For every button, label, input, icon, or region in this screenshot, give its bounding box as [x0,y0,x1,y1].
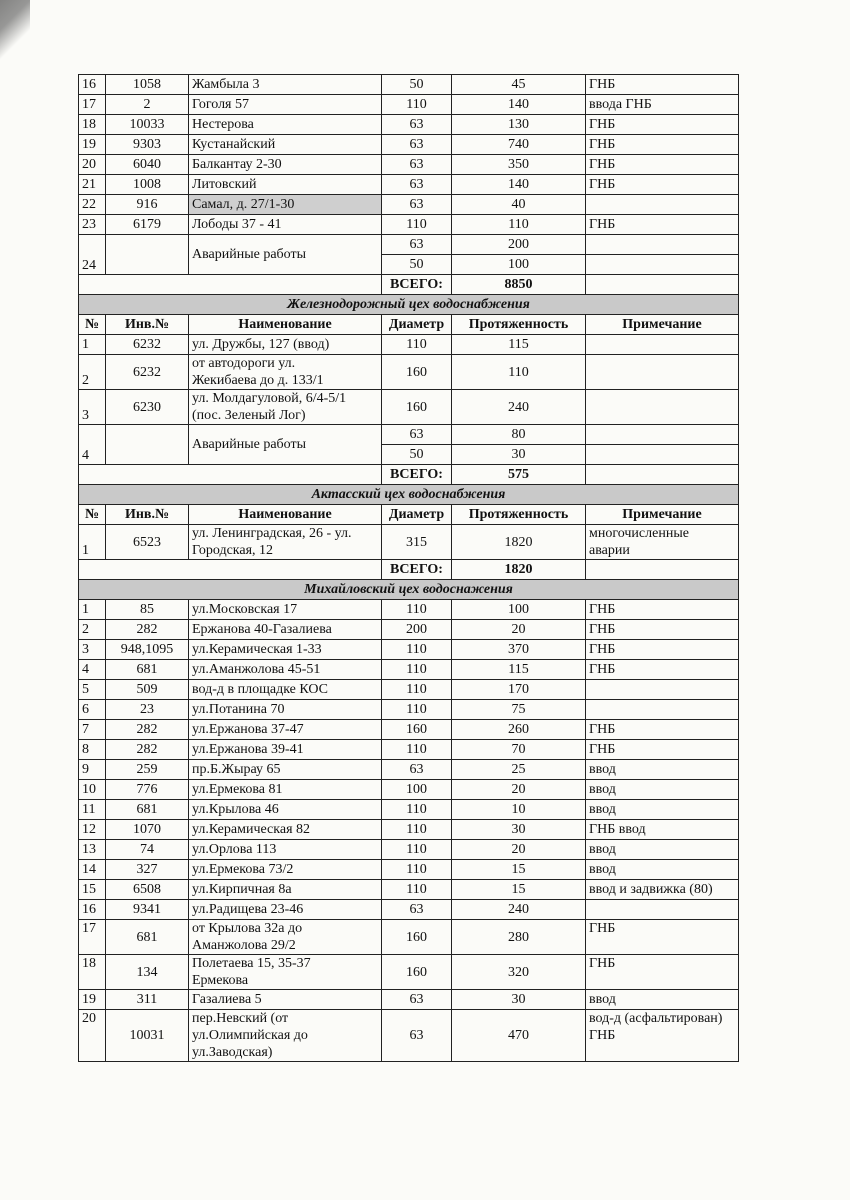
section-title-row [79,295,739,315]
row-number: 9 [79,760,106,780]
row-number: 2 [79,355,106,390]
scan-corner-shadow [0,0,30,70]
length: 75 [452,700,586,720]
table-row [79,720,739,740]
column-header-num: № [79,505,106,525]
table-row [79,75,739,95]
section-title: Актасский цех водоснабжения [79,485,739,505]
pipe-name: ул.Радищева 23-46 [189,900,382,920]
column-header-name: Наименование [189,315,382,335]
table-row [79,175,739,195]
length: 200 [452,235,586,255]
diameter: 110 [382,95,452,115]
note [586,355,739,390]
pipe-name: ул.Керамическая 1-33 [189,640,382,660]
total-note [586,275,739,295]
length: 130 [452,115,586,135]
note [586,525,739,560]
table-row [79,390,739,425]
inventory-number: 74 [106,840,189,860]
pipe-name: пр.Б.Жырау 65 [189,760,382,780]
note: ГНБ [586,75,739,95]
pipe-name: Лободы 37 - 41 [189,215,382,235]
length: 30 [452,445,586,465]
note: ГНБ [586,135,739,155]
diameter: 63 [382,195,452,215]
pipe-name [189,920,382,955]
length: 110 [452,355,586,390]
inventory-number: 9303 [106,135,189,155]
table-row [79,640,739,660]
inventory-number: 282 [106,620,189,640]
pipe-name: Жамбыла 3 [189,75,382,95]
diameter: 63 [382,115,452,135]
length: 115 [452,335,586,355]
pipe-name: Литовский [189,175,382,195]
table-row [79,760,739,780]
length: 10 [452,800,586,820]
length: 40 [452,195,586,215]
inventory-number: 681 [106,920,189,955]
length: 15 [452,860,586,880]
inventory-number: 6232 [106,335,189,355]
column-header-inv: Инв.№ [106,505,189,525]
inventory-number: 1008 [106,175,189,195]
diameter: 50 [382,445,452,465]
note: ГНБ [586,720,739,740]
inventory-number: 948,1095 [106,640,189,660]
diameter: 160 [382,955,452,990]
pipe-name: ул.Ермекова 73/2 [189,860,382,880]
length: 280 [452,920,586,955]
length: 740 [452,135,586,155]
pipe-name [189,355,382,390]
note: ввод и задвижка (80) [586,880,739,900]
note [586,335,739,355]
section-title: Железнодорожный цех водоснабжения [79,295,739,315]
cell-line: многочисленные [589,526,689,541]
table-row [79,115,739,135]
note: ГНБ [586,640,739,660]
cell-line: (пос. Зеленый Лог) [192,408,306,423]
table-row [79,215,739,235]
length: 20 [452,620,586,640]
diameter: 160 [382,355,452,390]
pipe-name: ул.Керамическая 82 [189,820,382,840]
diameter: 63 [382,235,452,255]
table-row [79,800,739,820]
column-header-diam: Диаметр [382,505,452,525]
table-row [79,95,739,115]
note [586,680,739,700]
inventory-number: 10033 [106,115,189,135]
table-row [79,740,739,760]
pipeline-table [78,74,739,1062]
length: 20 [452,840,586,860]
total-row [79,275,739,295]
cell-line: от автодороги ул. [192,356,296,371]
length: 350 [452,155,586,175]
inventory-number: 6040 [106,155,189,175]
cell-line: ул.Олимпийская до [192,1028,308,1043]
inventory-number: 6508 [106,880,189,900]
note [586,700,739,720]
length: 260 [452,720,586,740]
row-number: 12 [79,820,106,840]
row-number: 1 [79,335,106,355]
pipe-name: Газалиева 5 [189,990,382,1010]
row-number: 6 [79,700,106,720]
row-number: 16 [79,900,106,920]
note: ГНБ [586,955,739,990]
pipe-name: Балкантау 2-30 [189,155,382,175]
column-header-len: Протяженность [452,315,586,335]
cell-line: от Крылова 32а до [192,921,303,936]
pipe-name: ул.Крылова 46 [189,800,382,820]
diameter: 63 [382,425,452,445]
section-title: Михайловский цех водоснажения [79,580,739,600]
diameter: 110 [382,740,452,760]
total-value: 575 [452,465,586,485]
row-number: 24 [79,235,106,275]
length: 70 [452,740,586,760]
note: ГНБ [586,215,739,235]
cell-line: Аманжолова 29/2 [192,938,296,953]
diameter: 110 [382,800,452,820]
inventory-number: 6230 [106,390,189,425]
pipe-name: ул.Ермекова 81 [189,780,382,800]
table-row [79,680,739,700]
table-row [79,600,739,620]
diameter: 160 [382,720,452,740]
length: 115 [452,660,586,680]
inventory-number: 681 [106,660,189,680]
column-header-note: Примечание [586,315,739,335]
row-number: 11 [79,800,106,820]
total-value: 1820 [452,560,586,580]
table-row [79,155,739,175]
cell-line: ул. Ленинградская, 26 - ул. [192,526,352,541]
length: 45 [452,75,586,95]
length: 25 [452,760,586,780]
length: 15 [452,880,586,900]
diameter: 63 [382,900,452,920]
total-label: ВСЕГО: [382,275,452,295]
cell-line: Городская, 12 [192,543,274,558]
row-number: 15 [79,880,106,900]
pipe-name: Нестерова [189,115,382,135]
row-number: 18 [79,115,106,135]
diameter: 63 [382,1010,452,1062]
diameter: 160 [382,390,452,425]
length: 370 [452,640,586,660]
inventory-number: 10031 [106,1010,189,1062]
inventory-number [106,235,189,275]
inventory-number: 327 [106,860,189,880]
diameter: 110 [382,640,452,660]
diameter: 110 [382,840,452,860]
inventory-number: 259 [106,760,189,780]
table-row [79,425,739,445]
column-header-diam: Диаметр [382,315,452,335]
table-row [79,620,739,640]
note: ввод [586,760,739,780]
note: ГНБ [586,920,739,955]
cell-line: вод-д (асфальтирован) [589,1011,723,1026]
note [586,195,739,215]
inventory-number: 681 [106,800,189,820]
pipe-name: ул.Потанина 70 [189,700,382,720]
diameter: 50 [382,75,452,95]
inventory-number [106,425,189,465]
row-number: 23 [79,215,106,235]
inventory-number: 134 [106,955,189,990]
diameter: 110 [382,215,452,235]
inventory-number: 6523 [106,525,189,560]
diameter: 50 [382,255,452,275]
pipe-name: Кустанайский [189,135,382,155]
note: ввод [586,990,739,1010]
pipe-name: ул.Кирпичная 8а [189,880,382,900]
table-row [79,1010,739,1062]
pipe-name [189,390,382,425]
inventory-number: 9341 [106,900,189,920]
table-row [79,780,739,800]
note: ГНБ [586,660,739,680]
note [586,390,739,425]
table-row [79,920,739,955]
note [586,445,739,465]
inventory-number: 311 [106,990,189,1010]
row-number: 13 [79,840,106,860]
note: ГНБ [586,155,739,175]
table-header-row [79,505,739,525]
length: 20 [452,780,586,800]
note [586,425,739,445]
length: 320 [452,955,586,990]
cell-line: ул.Заводская) [192,1045,273,1060]
diameter: 110 [382,660,452,680]
column-header-num: № [79,315,106,335]
note [586,255,739,275]
length: 30 [452,820,586,840]
row-number: 21 [79,175,106,195]
inventory-number: 6179 [106,215,189,235]
pipe-name: Самал, д. 27/1-30 [189,195,382,215]
note: ввода ГНБ [586,95,739,115]
length: 110 [452,215,586,235]
total-note [586,560,739,580]
row-number: 19 [79,135,106,155]
row-number: 3 [79,390,106,425]
column-header-name: Наименование [189,505,382,525]
note: ввод [586,860,739,880]
diameter: 63 [382,760,452,780]
table-row [79,660,739,680]
inventory-number: 282 [106,740,189,760]
note: ввод [586,840,739,860]
pipe-name [189,955,382,990]
note: ГНБ [586,115,739,135]
table-row [79,990,739,1010]
pipe-name: ул.Ержанова 39-41 [189,740,382,760]
length: 470 [452,1010,586,1062]
cell-line: Ермекова [192,973,249,988]
length: 1820 [452,525,586,560]
diameter: 110 [382,600,452,620]
inventory-number: 509 [106,680,189,700]
cell-line: Полетаева 15, 35-37 [192,956,311,971]
row-number: 17 [79,920,106,955]
pipe-name: ул.Московская 17 [189,600,382,620]
row-number: 1 [79,525,106,560]
row-number: 7 [79,720,106,740]
diameter: 110 [382,880,452,900]
cell-line: Жекибаева до д. 133/1 [192,373,324,388]
diameter: 100 [382,780,452,800]
table-row [79,135,739,155]
row-number: 3 [79,640,106,660]
length: 100 [452,255,586,275]
total-row [79,465,739,485]
pipe-name: Аварийные работы [189,235,382,275]
table-row [79,355,739,390]
pipe-name: Гоголя 57 [189,95,382,115]
inventory-number: 23 [106,700,189,720]
pipe-name: вод-д в площадке КОС [189,680,382,700]
note: ГНБ [586,620,739,640]
row-number: 8 [79,740,106,760]
inventory-number: 85 [106,600,189,620]
total-label: ВСЕГО: [382,465,452,485]
row-number: 14 [79,860,106,880]
inventory-number: 916 [106,195,189,215]
pipe-name: ул. Дружбы, 127 (ввод) [189,335,382,355]
diameter: 315 [382,525,452,560]
row-number: 16 [79,75,106,95]
table-row [79,335,739,355]
pipe-name [189,525,382,560]
length: 30 [452,990,586,1010]
table-row [79,955,739,990]
table-row [79,700,739,720]
cell-line: пер.Невский (от [192,1011,289,1026]
note [586,1010,739,1062]
total-label: ВСЕГО: [382,560,452,580]
total-spacer [79,465,382,485]
table-header-row [79,315,739,335]
length: 100 [452,600,586,620]
note: ГНБ [586,740,739,760]
pipe-name: Аварийные работы [189,425,382,465]
note [586,900,739,920]
row-number: 10 [79,780,106,800]
inventory-number: 1070 [106,820,189,840]
diameter: 110 [382,860,452,880]
row-number: 17 [79,95,106,115]
diameter: 200 [382,620,452,640]
section-title-row [79,485,739,505]
table-row [79,525,739,560]
inventory-number: 282 [106,720,189,740]
diameter: 63 [382,135,452,155]
pipe-name: ул.Аманжолова 45-51 [189,660,382,680]
row-number: 18 [79,955,106,990]
length: 240 [452,900,586,920]
section-title-row [79,580,739,600]
diameter: 110 [382,700,452,720]
length: 80 [452,425,586,445]
row-number: 19 [79,990,106,1010]
pipe-name: ул.Орлова 113 [189,840,382,860]
inventory-number: 1058 [106,75,189,95]
diameter: 63 [382,990,452,1010]
length: 140 [452,175,586,195]
note [586,235,739,255]
pipe-name [189,1010,382,1062]
row-number: 20 [79,155,106,175]
cell-line: ул. Молдагуловой, 6/4-5/1 [192,391,347,406]
table-row [79,900,739,920]
row-number: 1 [79,600,106,620]
row-number: 4 [79,660,106,680]
diameter: 160 [382,920,452,955]
length: 240 [452,390,586,425]
diameter: 110 [382,680,452,700]
row-number: 2 [79,620,106,640]
total-row [79,560,739,580]
cell-line: ГНБ [589,1028,616,1043]
note: ГНБ [586,600,739,620]
length: 140 [452,95,586,115]
table-row [79,235,739,255]
diameter: 63 [382,175,452,195]
inventory-number: 6232 [106,355,189,390]
total-value: 8850 [452,275,586,295]
table-row [79,880,739,900]
cell-line: аварии [589,543,630,558]
column-header-inv: Инв.№ [106,315,189,335]
column-header-note: Примечание [586,505,739,525]
table-row [79,195,739,215]
diameter: 110 [382,820,452,840]
diameter: 63 [382,155,452,175]
row-number: 5 [79,680,106,700]
inventory-number: 2 [106,95,189,115]
total-note [586,465,739,485]
pipe-name: ул.Ержанова 37-47 [189,720,382,740]
table-row [79,840,739,860]
pipe-name: Ержанова 40-Газалиева [189,620,382,640]
note: ГНБ [586,175,739,195]
inventory-number: 776 [106,780,189,800]
diameter: 110 [382,335,452,355]
note: ввод [586,800,739,820]
total-spacer [79,275,382,295]
row-number: 20 [79,1010,106,1062]
total-spacer [79,560,382,580]
length: 170 [452,680,586,700]
table-row [79,820,739,840]
note: ГНБ ввод [586,820,739,840]
table-row [79,860,739,880]
row-number: 22 [79,195,106,215]
note: ввод [586,780,739,800]
column-header-len: Протяженность [452,505,586,525]
row-number: 4 [79,425,106,465]
